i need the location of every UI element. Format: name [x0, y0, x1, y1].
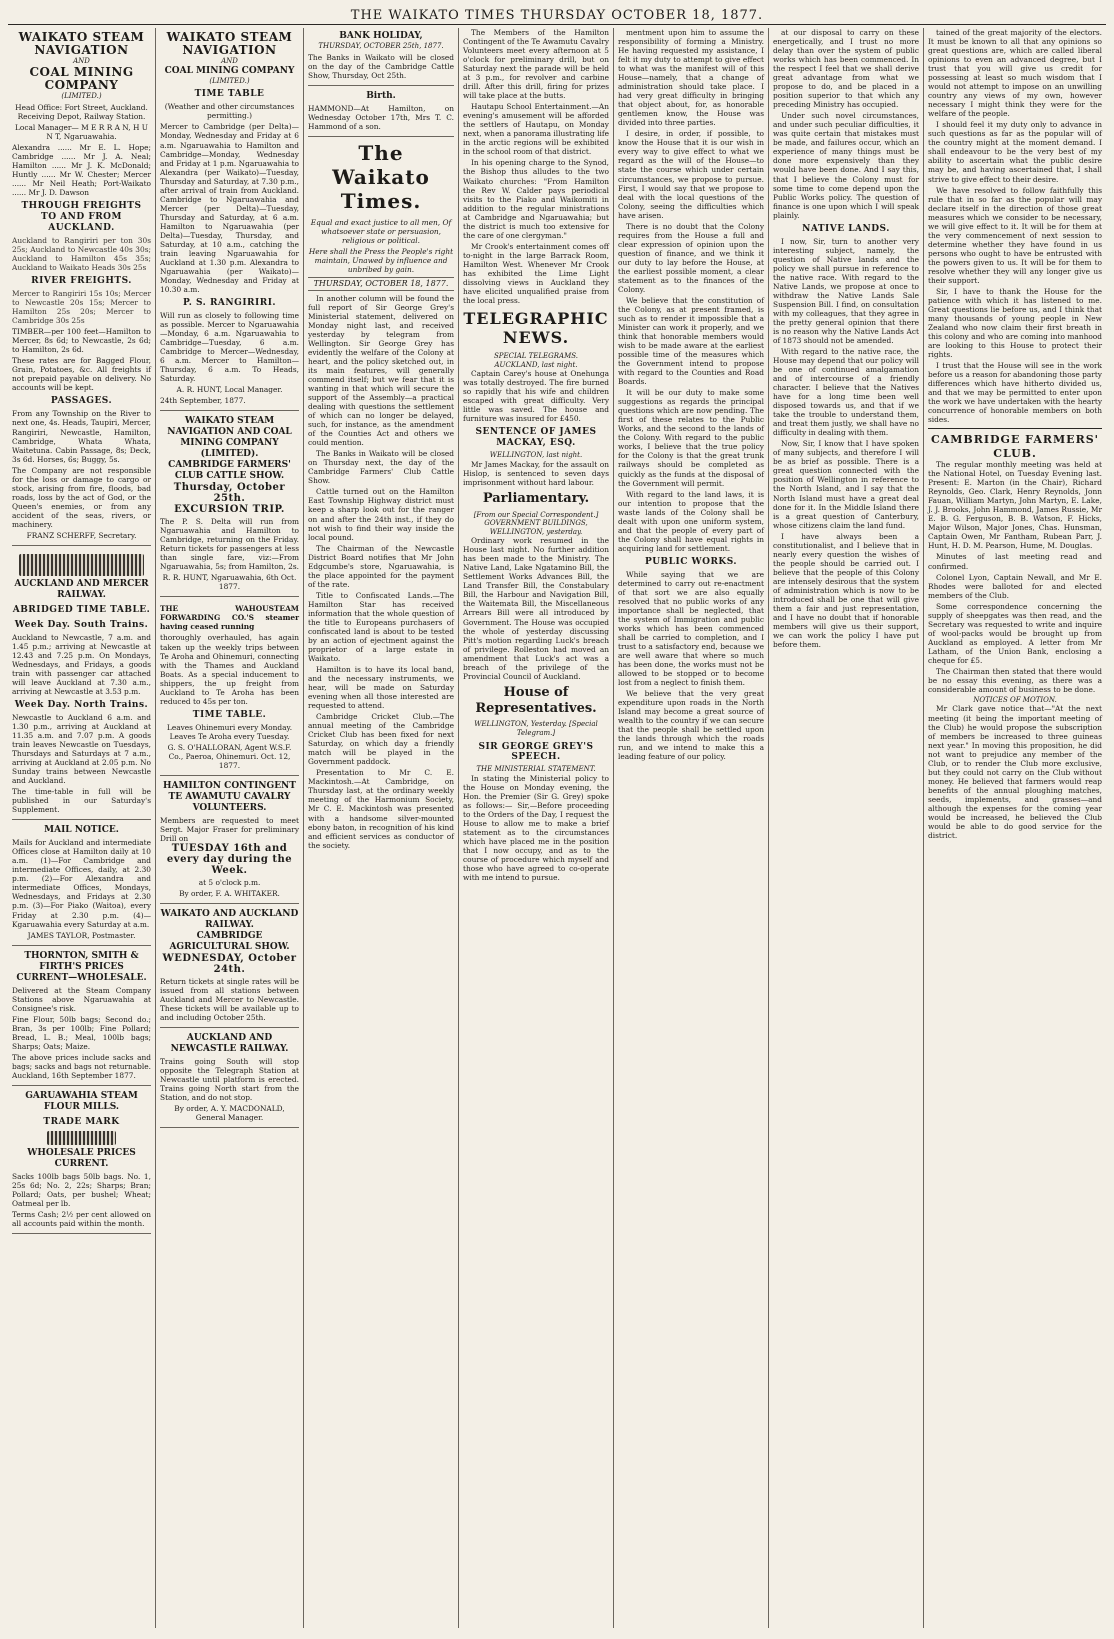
speech-p9: at our disposal to carry on these energetically, and I trust no more delay than over the system of public works which has been commenced. In the respect I feel that we shall derive great advantage from what we propose to do, and be placed in a position superior to that which any preceding Ministry has occupied. [773, 28, 919, 110]
editorial-p5: Title to Confiscated Lands.—The Hamilton Star has received information that the whole question of the title to Europeans purchasers of confiscated land is about to be tested by an action of ejectment against the proprietor of a large estate in Waikato. [308, 590, 454, 663]
north-trains: Newcastle to Auckland 6 a.m. and 1.30 p.m., arriving at Auckland at 11.35 a.m. and 7.07 p.m. A goods train leaves Newcastle on Tuesdays, Thursdays and Saturdays at 7 a.m., arriving at Auckland at 2.05 p.m. No Sunday trains between Newcastle and Auckland. [12, 712, 151, 786]
statement-heading: THE MINISTERIAL STATEMENT. [476, 765, 596, 774]
telegraphic-heading: TELEGRAPHIC NEWS. [463, 308, 609, 348]
sentence-heading: SENTENCE OF JAMES MACKAY, ESQ. [475, 427, 597, 449]
parliamentary-loc: GOVERNMENT BUILDINGS, WELLINGTON, yesterday. [484, 519, 588, 536]
speech-p18: Sir, I have to thank the House for the patience with which it has listened to me. Great questions lie before us, and I think that many thousands of young people in New Zealand who now claim their first breath in this colony and who are coming into manhood are looking to this House to protect their rights. [928, 286, 1102, 360]
editorial-p3: Cattle turned out on the Hamilton East Township Highway district must keep a sharp look out for the ranger on and after the 24th inst., if they do not wish to find their way inside the local pound. [308, 487, 454, 542]
editorial-p4: The Chairman of the Newcastle District Board notifies that Mr John Edgcumbe's store, Ngaruawahia, is the place appointed for the payment of the rate. [308, 543, 454, 589]
rangiriri-heading: P. S. RANGIRIRI. [182, 298, 277, 309]
club-p4: Some correspondence concerning the supply of sheepgates was then read, and the Secretary was requested to write and inquire of wool-packs would be brought up from Auckland as employed. A letter from Mr Latham, of the Union Bank, enclosing a cheque for £5. [928, 601, 1102, 665]
ad-sign: By order, F. A. WHITAKER. [179, 888, 280, 898]
paper-title: The Waikato Times. [332, 140, 430, 214]
drill-date: TUESDAY 16th and every day during the Week. [166, 842, 293, 876]
south-heading: Week Day. South Trains. [14, 619, 149, 630]
ad-newcastle-railway [160, 1030, 299, 1128]
speech-p3: There is no doubt that the Colony requires from the House a full and clear expression of opinion upon the question of finance, and we think it our duty to lay before the House, at the earliest possible moment, a clear statement as to the finances of the Colony. [618, 221, 764, 294]
columns [8, 28, 1106, 1628]
ad-prices-current [12, 948, 151, 1086]
sentence-loc: WELLINGTON, last night. [489, 451, 583, 460]
club-p2: Minutes of last meeting read and confirmed. [928, 552, 1102, 571]
prices-note: The above prices include sacks and bags; sacks and bags not returnable. Auckland, 16th September 1877. [12, 1052, 151, 1080]
ad-manager: Local Manager— M E R R A N, H U N T, Ngaruawahia. [14, 122, 149, 141]
parliamentary-body: Ordinary work resumed in the House last night. No further addition has been made to the Ministry. The Native Land, Lake Ngatamino Bill, the Settlement Works Advances Bill, the Land Transfer Bill, the Constabulary Bill, the Harbour and Navigation Bill, the Waitemata Bill, the Miscellaneous Arrears Bill were all introduced by Government. The House was occupied the whole of yesterday discussing Pitt's motion regarding Luck's breach of privilege. Rolleston had moved an amendment that Luck's act was a breach of the privilege of the Provincial Council of Auckland. [463, 536, 609, 681]
speech-p4: We believe that the constitution of the Colony, as at present framed, is such as to render it impossible that a Minister can work it properly, and we think that honorable members would wish to be made aware at the earliest possible time of the measures which the Government intend to propose with regard to the Counties and Road Boards. [618, 295, 764, 387]
parliamentary-heading: Parliamentary. [482, 490, 590, 506]
mill-items: Sacks 100lb bags 50lb bags. No. 1, 25s 6d; No. 2, 22s; Sharps; Bran; Pollard; Oats, per bushel; Wheat; Oatmeal per lb. [12, 1171, 151, 1208]
news-p1: The Members of the Hamilton Contingent of the Te Awamutu Cavalry Volunteers meet every afternoon at 5 o'clock for preliminary drill, but on Saturday next the parade will be held at 3 p.m., for revolver and carbine drill. After this drill, firing for prizes will take place at the butts. [463, 28, 609, 101]
mail-body: Mails for Auckland and intermediate Offices close at Hamilton daily at 10 a.m. (1)—For Cambridge and intermediate Offices, daily, at 2.30 p.m. (2)—For Alexandra and intermediate Offices, Mondays, Wednesdays, and Fridays at 2.30 p.m. (3)—For Piako (Waitoa), every Friday at 2.30 p.m. (4)—Kgaruawahia every Saturday at a.m. [12, 838, 151, 929]
house-body: In stating the Ministerial policy to the House on Monday evening, the Hon. the Premier (Sir G. Grey) spoke as follows:— Sir,—Before proceeding to the Orders of the Day, I request the House to allow me to make a brief statement as to the circumstances which have placed me in the position that I now occupy, and as to the course of procedure which myself and those who have agreed to co-operate with me intend to pursue. [463, 773, 609, 883]
speech-p17: We have resolved to follow faithfully this rule that in so far as the popular will may declare itself in the direction of those great measures which we consider to be necessary, we will give effect to it. It will be for them at the very commencement of next session to determine whether they have found in us persons who ought to have be entrusted with the powers given to us. It will be for them to resolve whether they will any longer give us their support. [928, 185, 1102, 285]
ad-and: AND [73, 57, 90, 66]
news-p4: Mr Crook's entertainment comes off to-night in the large Barrack Room, Hamilton West. Whenever Mr Crook has exhibited the Lime Light dissolving views in Auckland they have elicited unqualified praise from the local press. [463, 241, 609, 305]
excursion-body: The P. S. Delta will run from Ngaruawahia and Hamilton to Cambridge, returning on the Friday. Return tickets for passengers at less than single fare, viz:—From Ngaruawahia, 5s; from Hamilton, 2s. [160, 517, 299, 572]
column-3 [304, 28, 459, 1628]
ad-title: WAIKATO STEAM NAVIGATION [18, 30, 145, 58]
ad-title: WAIKATO STEAM NAVIGATION [166, 30, 293, 58]
ad-title: HAMILTON CONTINGENT TE AWAMUTU CAVALRY VOLUNTEERS. [163, 780, 296, 813]
club-p1: The regular monthly meeting was held at the National Hotel, on Tuesday Evening last. Present: E. Marton (in the Chair), Richard Reynolds, Geo. Clark, Henry Reynolds, Jonn Fauan, William Martyn, John Martyn, E. Lake, J. J. Brooks, John Hammond, James Russie, Mr E. B. G. Ferguson, B. B. Watson, F. Hicks, Major Wilson, Major Jones, Chas. Hunsman, Captain Owen, Mr Fantham, Rubean Parr, J. Hunt, H. D. M. Pearson, Hume, M. Douglas. [928, 460, 1102, 551]
ad-steam-timetable [160, 28, 299, 411]
speech-p8: We believe that the very great expenditure upon roads in the North Island may become a great source of wealth to the country if we can secure that the people shall be settled upon the lands through which the roads run, and we intend to make this a leading feature of our policy. [618, 689, 764, 762]
ad-limited: (LIMITED.) [209, 76, 250, 85]
masthead: THE WAIKATO TIMES THURSDAY OCTOBER 18, 1877. [350, 8, 764, 23]
speech-p10: Under such novel circumstances, and under such peculiar difficulties, it was quite certain that mistakes must be made, and failures occur, which an experience of many things must be done more expensively than they would have been done. And I say this, that I believe the Colony must for some time to come depend upon the Public Works policy. The question of finance is one upon which I will speak plainly. [773, 111, 919, 220]
passages: From any Township on the River to next one, 4s. Heads, Taupiri, Mercer, Rangiriri, Newcastle, Hamilton, Cambridge, Whata Whata, Waitetuna. Cabin Passage, 8s; Deck, 3s 6d. Horses, 6s; Buggy, 5s. [12, 409, 151, 464]
ad-title-2: COAL MINING COMPANY [29, 64, 134, 93]
speech-heading: SIR GEORGE GREY'S SPEECH. [478, 741, 594, 763]
motto: Equal and exact justice to all men, Of whatsoever state or persuasion, religious or political. [310, 217, 452, 245]
notices-heading: NOTICES OF MOTION. [973, 695, 1057, 704]
column-6 [769, 28, 924, 1628]
ad-sign: A. R. HUNT, Local Manager. [176, 385, 283, 395]
terms: These rates are for Bagged Flour, Grain, Potatoes, &c. All freights if not prepaid payable on delivery. No accounts will be kept. [12, 356, 151, 393]
ad-cavalry-volunteers [160, 778, 299, 904]
telegraphic-sub: SPECIAL TELEGRAMS. [493, 351, 579, 360]
ad-railway-timetable [12, 548, 151, 820]
timetable-body: Mercer to Cambridge (per Delta)—Monday, Wednesday and Friday at 6 a.m. Ngaruawahia to Hamilton and Cambridge—Monday, Wednesday and Friday at 1 p.m. Ngaruawahia to Alexandra (per Waikato)—Tuesday, Thursday and Saturday, at 7.30 p.m., after arrival of train from Auckland. Cambridge to Ngaruawahia and Mercer (per Delta)—Tuesday, Thursday and Saturday, at 6 a.m. Hamilton to Ngaruawahia (per Delta)—Tuesday, Thursday, and Saturday, at 10 a.m., catching the train leaving Ngaruawahia for Auckland at 1.30 p.m. Alexandra to Ngaruawahia (per Waikato)—Monday, Wednesday and Friday at 10.30 a.m. [160, 122, 299, 294]
ad-title: AUCKLAND AND MERCER RAILWAY. [14, 578, 149, 600]
column-5 [614, 28, 769, 1628]
speech-p16: I should feel it my duty only to advance in such questions as far as the popular will of the country might at the moment demand. I shall endeavour to be the very best of my ability to ascertain what the public desire may be, and having ascertained that, I shall strive to give effect to their desire. [928, 120, 1102, 184]
birth-heading: Birth. [366, 90, 396, 101]
abridged-heading: ABRIDGED TIME TABLE. [12, 604, 151, 615]
river-freights-heading: RIVER FREIGHTS. [31, 276, 132, 287]
speech-p19: I trust that the House will see in the work before us a reason for abandoning those party differences which have hitherto divided us, and that we may be permitted to enter upon the work we have undertaken with the hearty concurrence of honorable members on both sides. [928, 361, 1102, 425]
weather-note: (Weather and other circumstances permitting.) [164, 102, 295, 121]
ad-forwarding-co [160, 599, 299, 775]
ad-sign: FRANZ SCHERFF, Secretary. [26, 530, 137, 540]
ad-title: THORNTON, SMITH & FIRTH'S PRICES CURRENT—WHOLESALE. [16, 950, 147, 983]
section-rule [928, 428, 1102, 429]
prices-sub: Delivered at the Steam Company Stations above Ngaruawahia at Consignee's risk. [12, 985, 151, 1013]
telegraphic-loc: AUCKLAND, last night. [494, 360, 578, 369]
passages-heading: PASSAGES. [50, 396, 113, 407]
trade-mark: TRADE MARK [43, 1116, 120, 1127]
column-7 [924, 28, 1106, 1628]
ad-title: MAIL NOTICE. [44, 825, 119, 836]
forwarding-body: thoroughly overhauled, has again taken up the weekly trips between Te Aroha and Ohinemuri, connecting with the Thames and Auckland Boats. As a special inducement to shippers, the up freight from Auckland to Te Aroha has been reduced to 45s per ton. [160, 633, 299, 706]
ad-title: WAIKATO AND AUCKLAND RAILWAY. [160, 908, 299, 930]
news-p3: In his opening charge to the Synod, the Bishop thus alludes to the two Waikato churches: "From Hamilton the Rev W. Calder pays periodical visits to the Piako and Waikomiti in addition to the regular ministrations at Cambridge and Ngaruawahia; but the district is much too extensive for the care of one clergyman." [463, 158, 609, 240]
editorial-p6: Hamilton is to have its local band, and the necessary instruments, we hear, will be made on Saturday evening when all those interested are requested to attend. [308, 665, 454, 711]
north-heading: Week Day. North Trains. [14, 699, 149, 710]
mill-terms: Terms Cash; 2½ per cent allowed on all accounts paid within the month. [12, 1209, 151, 1228]
editorial-p8: Presentation to Mr C. E. Mackintosh.—At Cambridge, on Thursday last, at the ordinary weekly meeting of the Harmonium Society, Mr C. E. Mackintosh was presented with a handsome silver-mounted ebony baton, in recognition of his kind and efficient services as conductor of the society. [308, 768, 454, 850]
show-heading: CAMBRIDGE AGRICULTURAL SHOW. [169, 930, 290, 952]
telegraphic-body: Captain Carey's house at Onehunga was totally destroyed. The fire burned so rapidly that his wife and children escaped with great difficulty. Very little was saved. The house and furniture was insured for £450. [463, 369, 609, 424]
speech-p15: tained of the great majority of the electors. It must be known to all that any opinions so great questions are, which are called liberal opinions to even an advanced degree, but I trust that you will give us credit for possessing at least so much wisdom that I would not attempt to impose on an unwilling country any views of my own, however necessary I might think they were for the welfare of the people. [928, 28, 1102, 119]
trade-mark-icon [47, 1131, 117, 1145]
bank-holiday [308, 28, 454, 86]
ad-agents: Alexandra ...... Mr E. L. Hope; Cambridge ...... Mr J. A. Neal; Hamilton ...... Mr J. K. McDonald; Huntly ...... Mr W. Chester; Mercer ...... Mr Neil Heath; Port-Waikato ...... Mr J. D. Dawson [12, 142, 151, 198]
editorial-p7: Cambridge Cricket Club.—The annual meeting of the Cambridge Cricket Club has been fixed for next Saturday, on which day a friendly match will be played in the Government paddock. [308, 712, 454, 767]
ad-flour-mills [12, 1088, 151, 1234]
show-date: Thursday, October 25th. [173, 482, 286, 505]
parliamentary-sub: [From our Special Correspondent.] [473, 510, 599, 519]
native-lands-heading: NATIVE LANDS. [802, 223, 890, 234]
south-trains: Auckland to Newcastle, 7 a.m. and 1.45 p.m.; arriving at Newcastle at 12.43 and 7.25 p.m. On Mondays, Wednesdays, and Fridays, a goods train with passenger car attached will leave Auckland at 7.30 a.m., arriving at Newcastle at 3.53 p.m. [12, 632, 151, 696]
speech-p1: mentment upon him to assume the responsibility of forming a Ministry. He having requested my assistance, I felt it my duty to attempt to give effect to what was the manifest will of this House—namely, that a change of administration should take place. I had very great difficulty in bringing that object about, for, as honorable gentlemen know, the House was divided into three parties. [618, 28, 764, 128]
river-freights-table: Mercer to Rangiriri 15s 10s; Mercer to Newcastle 20s 15s; Mercer to Hamilton 25s 20s; Mercer to Cambridge 30s 25s [12, 289, 151, 326]
show-date: WEDNESDAY, October 24th. [162, 952, 297, 975]
holiday-heading: BANK HOLIDAY, [339, 31, 423, 41]
liability: The Company are not responsible for the loss or damage to cargo or stock, arising from fire, floods, bad roads, loss by the act of God, or the Queen's enemies, or from any accident of the seas, rivers, or machinery. [12, 465, 151, 529]
freights-heading: THROUGH FREIGHTS TO AND FROM AUCKLAND. [21, 201, 142, 234]
ad-waikato-steam-coal [12, 28, 151, 546]
house-loc: WELLINGTON, Yesterday. [Special Telegram.] [474, 720, 598, 737]
birth-body: HAMMOND—At Hamilton, on Wednesday October 17th, Mrs T. C. Hammond of a son. [308, 103, 454, 131]
timetable-heading: TIME TABLE. [192, 709, 267, 720]
ad-title: THE WAHOUSTEAM FORWARDING CO.'S steamer having ceased running [160, 604, 299, 632]
editorial-dateline: THURSDAY, OCTOBER 18, 1877. [308, 277, 454, 291]
ad-sign: By order, A. Y. MACDONALD, General Manager. [174, 1104, 285, 1123]
ad-office: Head Office: Fort Street, Auckland. Receiving Depot, Railway Station. [15, 102, 148, 121]
ad-limited: (LIMITED.) [61, 92, 102, 101]
return-tickets: Return tickets at single rates will be issued from all stations between Auckland and Mercer to Newcastle. These tickets will be available up to and including October 25th. [160, 976, 299, 1022]
ad-title: AUCKLAND AND NEWCASTLE RAILWAY. [170, 1032, 289, 1054]
timetable-note: The time-table in full will be published in our Saturday's Supplement. [12, 787, 151, 815]
ad-sign: G. S. O'HALLORAN, Agent W.S.F. Co., Paeroa, Ohinemuri. Oct. 12, 1877. [167, 742, 292, 770]
speech-p5: It will be our duty to make some suggestions as regards the principal questions which are now pending. The first of these relates to the Public Works, and the second to the lands of the Colony. With regard to the public works, I believe that the true policy for the Colony is that the great trunk railways should be completed as quickly as the funds at the disposal of the Government will permit. [618, 388, 764, 488]
club-p5: The Chairman then stated that there would be no essay this evening, as there was a considerable amount of business to be done. [928, 666, 1102, 694]
ad-excursion [160, 413, 299, 597]
timetable-heading: TIME TABLE [194, 89, 265, 100]
speech-p2: I desire, in order, if possible, to know the House that it is our wish in every way to give effect to what we regard as the will of the House—to state the course which under certain circumstances, we propose to pursue. First, I would say that we propose to deal with the local questions of the Colony, seeing the difficulties which have arisen. [618, 129, 764, 220]
freights-table: Auckland to Rangiriri per ton 30s 25s; Auckland to Newcastle 40s 30s; Auckland to Hamilton 45s 35s; Auckland to Waikato Heads 30s 25s [12, 236, 151, 273]
editorial-p2: The Banks in Waikato will be closed on Thursday next, the day of the Cambridge Farmers' Club Cattle Show. [308, 449, 454, 486]
train-engraving [19, 554, 144, 576]
cavalry-body: Members are requested to meet Sergt. Major Fraser for preliminary Drill on [160, 815, 299, 843]
show-heading: CAMBRIDGE FARMERS' CLUB CATTLE SHOW. [168, 460, 291, 482]
ad-sign: R. R. HUNT, Ngaruawahia, 6th Oct. 1877. [162, 573, 297, 592]
speech-p13: Now, Sir, I know that I have spoken of many subjects, and therefore I will be as brief as possible. There is a great question connected with the position of Wellington in reference to the North Island, and I say that the North Island must have a great deal done for it. In the Middle Island there is a great question of Canterbury, whose citizens claim the land fund. [773, 439, 919, 530]
column-1 [8, 28, 156, 1628]
wholesale-heading: WHOLESALE PRICES CURRENT. [27, 1147, 136, 1169]
mail-sign: JAMES TAYLOR, Postmaster. [27, 930, 136, 940]
forwarding-times: Leaves Ohinemuri every Monday. Leaves Te Aroha every Tuesday. [166, 722, 293, 741]
ad-railway-show [160, 906, 299, 1028]
rangiriri-body: Will run as closely to following time as possible. Mercer to Ngaruawahia—Monday, 6 a.m. Ngaruawahia to Cambridge—Tuesday, 6 a.m. Cambridge to Mercer—Wednesday, 6 a.m. Mercer to Hamilton—Thursday, 6 a.m. To Heads, Saturday. [160, 311, 299, 384]
prices-items: Fine Flour, 50lb bags; Second do.; Bran, 3s per 100lb; Fine Pollard; Bread, L. B.; Meal, 100lb bags; Sharps; Oats; Maize. [12, 1014, 151, 1051]
drill-time: at 5 o'clock p.m. [198, 877, 261, 887]
masthead-rule [8, 24, 1106, 25]
speech-p7: While saying that we are determined to carry out re-enactment of that sort we are also equally resolved that no public works of any importance shall be neglected, that the system of Immigration and public works which has been commenced shall be carried to completion, and I trust to a satisfactory end, because we are well aware that where so much has been done, the works must not be allowed to be stopped or to become lost from a neglect to finish them. [618, 569, 764, 688]
farmers-club-heading: CAMBRIDGE FARMERS' CLUB. [930, 433, 1100, 460]
ad-mail-notice [12, 822, 151, 945]
column-4 [459, 28, 614, 1628]
column-2 [156, 28, 304, 1628]
house-heading: House of Representatives. [475, 684, 597, 716]
trip-heading: EXCURSION TRIP. [174, 504, 285, 516]
ad-title-2: COAL MINING COMPANY [164, 65, 295, 76]
editorial-p1: In another column will be found the full report of Sir George Grey's Ministerial statement, delivered on Monday night last, and received yesterday by telegram from Wellington. Sir George Grey has evidently the welfare of the Colony at heart, and the policy sketched out, in its main features, will generally commend itself; but we fear that it is wanting in that which will secure the support of the Assembly—a practical dealing with questions the settlement of which can no longer be delayed, such, for instance, as the amendment of the Counties Act and others we could mention. [308, 293, 454, 448]
ad-date: 24th September, 1877. [160, 396, 246, 406]
speech-p6: With regard to the land laws, it is our intention to propose that the waste lands of the Colony shall be dealt with upon one uniform system, and that the people of every part of the Colony shall have equal rights in acquiring land for settlement. [618, 489, 764, 553]
speech-p14: I have always been a constitutionalist, and I believe that in nearly every question the wishes of the people should be carried out. I believe that the people of this Colony are intensely desirous that the system of administration which is now to be introduced shall be one that will give them a fair and just representation, and I have no doubt that if honorable members will give us their support, we can work the policy I have put before them. [773, 531, 919, 649]
ad-title: WAIKATO STEAM NAVIGATION AND COAL MINING COMPANY (LIMITED). [167, 416, 292, 460]
speech-p11: I now, Sir, turn to another very interesting subject, namely, the question of Native lands and the policy we shall pursue in reference to the native race. With regard to the Native Lands, we propose at once to withdraw the Native Lands Sale Suspension Bill. I find, on consultation with my colleagues, that they agree in the pretty general opinion that there is no reason why the Native Lands Act of 1873 should not be amended. [773, 236, 919, 345]
timber-rates: TIMBER—per 100 feet—Hamilton to Mercer, 8s 6d; to Newcastle, 2s 6d; to Hamilton, 2s 6d. [12, 327, 151, 355]
holiday-date: THURSDAY, OCTOBER 25th, 1877. [318, 41, 444, 50]
ad-title: GARUAWAHIA STEAM FLOUR MILLS. [25, 1090, 138, 1112]
club-p3: Colonel Lyon, Captain Newall, and Mr E. Rhodes were balloted for and elected members of the Club. [928, 572, 1102, 600]
newcastle-body: Trains going South will stop opposite the Telegraph Station at Newcastle until platform is erected. Trains going North start from the Station, and do not stop. [160, 1056, 299, 1102]
public-works-heading: PUBLIC WORKS. [644, 556, 738, 567]
news-p2: Hautapu School Entertainment.—An evening's amusement will be afforded the settlers of Hautapu, on Monday next, when a panorama illustrating life in the arctic regions will be exhibited in the school room of that district. [463, 102, 609, 157]
sentence-body: Mr James Mackay, for the assault on Hislop, is sentenced to seven days imprisonment without hard labour. [463, 459, 609, 487]
motto-2: Here shall the Press the People's right maintain, Unawed by influence and unbribed by gain. [308, 246, 454, 274]
ad-and: AND [221, 57, 238, 66]
birth-notice [308, 88, 454, 137]
speech-p12: With regard to the native race, the House may depend that our policy will be one of continued amalgamation and of intercourse of a friendly character. I believe that the Natives have for a long time been well disposed towards us, and that if we take the trouble to understand them, and treat them justly, we shall have no difficulty in dealing with them. [773, 347, 919, 438]
club-p6: Mr Clark gave notice that—"At the next meeting (it being the important meeting of the Club) he would propose the subscription of members be increased to three guineas next year." In moving this proposition, he did not want to prejudice any member of the Club, or to render the Club more exclusive, but they could not carry on the Club without money. He believed that farmers would reap benefits of the annual ploughing matches, seeds, implements, and grasses—and although the expenses for the coming year would be increased, he believed the Club would be able to do good service for the district. [928, 704, 1102, 840]
holiday-body: The Banks in Waikato will be closed on the day of the Cambridge Cattle Show, Thursday, Oct 25th. [308, 52, 454, 80]
